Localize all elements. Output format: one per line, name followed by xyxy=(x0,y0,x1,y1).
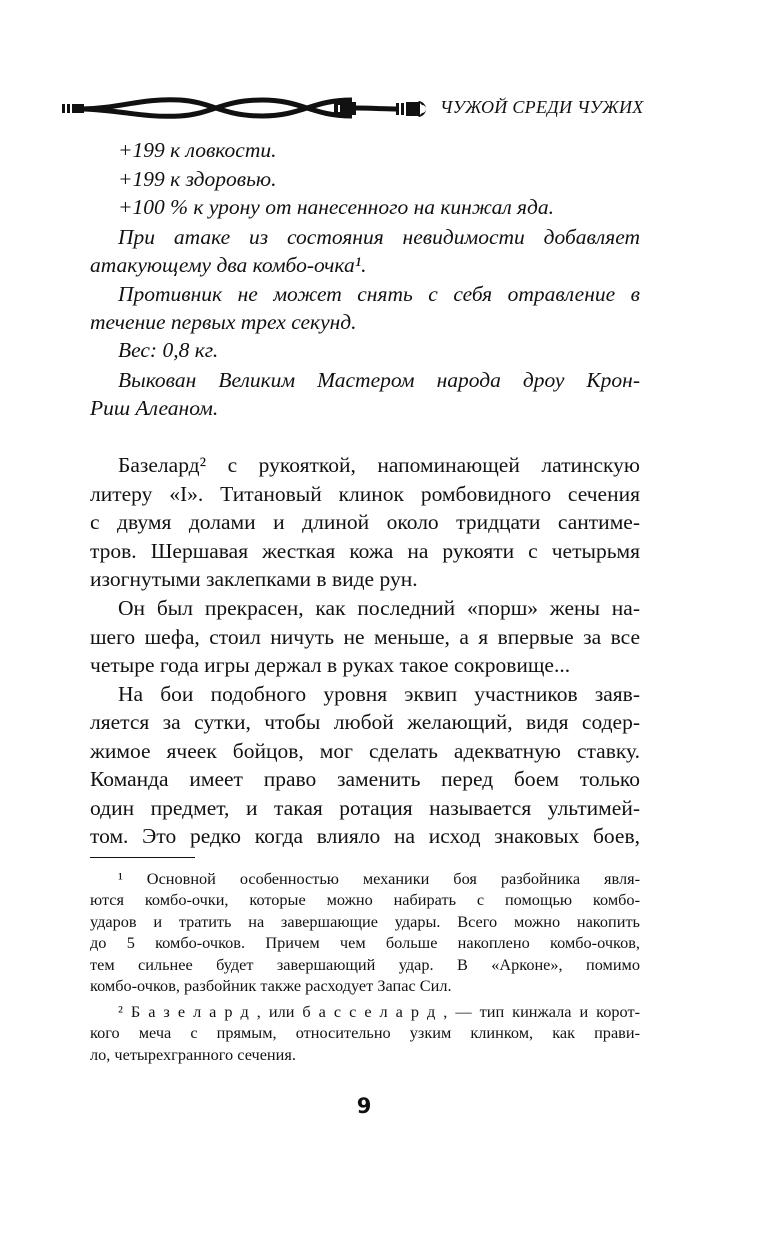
footnote-line: ² Б а з е л а р д , или б а с с е л а р д , — тип кинжала и корот- xyxy=(118,1002,640,1021)
text-line: Риш Алеаном. xyxy=(90,396,219,420)
text-line: Он был прекрасен, как последний «порш» жены на- xyxy=(118,596,640,620)
text-line: На бои подобного уровня эквип участников заяв- xyxy=(118,682,640,706)
text-line: Команда имеет право заменить перед боем только xyxy=(90,767,640,791)
footnote-divider xyxy=(90,857,195,858)
text-line: изогнутыми заклепками в виде рун. xyxy=(90,567,418,591)
footnote-line: комбо-очков, разбойник также расходует Запас Сил. xyxy=(90,976,452,995)
text-line: ляется за сутки, чтобы любой желающий, видя содер- xyxy=(90,710,640,734)
page-number: 9 xyxy=(356,1094,372,1118)
footnote-line: до 5 комбо-очков. Причем чем больше накоплено комбо-очков, xyxy=(90,933,640,952)
footnote-line: ударов и тратить на завершающие удары. Всего можно накопить xyxy=(90,912,640,931)
footnote-line: кого меча с прямым, относительно узким клинком, как прави- xyxy=(90,1023,640,1042)
text-line: литеру «I». Титановый клинок ромбовидного сечения xyxy=(90,482,640,506)
footnote-line: ются комбо-очки, которые можно набирать с помощью комбо- xyxy=(90,890,640,909)
text-line: При атаке из состояния невидимости добавляет xyxy=(118,225,640,249)
text-line: Вес: 0,8 кг. xyxy=(118,338,219,362)
text-line: +199 к ловкости. xyxy=(118,138,277,162)
running-title: ЧУЖОЙ СРЕДИ ЧУЖИХ xyxy=(440,97,644,117)
text-line: том. Это редко когда влияло на исход знаковых боев, xyxy=(90,824,640,848)
footnote-line: тем сильнее будет завершающий удар. В «Арконе», помимо xyxy=(90,955,640,974)
text-line: с двумя долами и длиной около тридцати сантиме- xyxy=(90,510,640,534)
footnote-line: ло, четырехгранного сечения. xyxy=(90,1045,296,1064)
text-line: Противник не может снять с себя отравление в xyxy=(118,282,640,306)
text-line: Базелард² с рукояткой, напоминающей латинскую xyxy=(118,453,640,477)
footnote-line: ¹ Основной особенностью механики боя разбойника явля- xyxy=(118,869,640,888)
braided-rope-ornament-icon xyxy=(62,96,434,120)
text-line: течение первых трех секунд. xyxy=(90,310,357,334)
text-line: шего шефа, стоил ничуть не меньше, а я впервые за все xyxy=(90,625,640,649)
text-line: +199 к здоровью. xyxy=(118,167,277,191)
text-line: четыре года игры держал в руках такое сокровище... xyxy=(90,653,571,677)
text-line: один предмет, и такая ротация называется ультимей- xyxy=(90,796,640,820)
text-line: +100 % к урону от нанесенного на кинжал яда. xyxy=(118,195,555,219)
text-line: тров. Шершавая жесткая кожа на рукояти с четырьмя xyxy=(90,539,640,563)
text-line: атакующему два комбо-очка¹. xyxy=(90,253,367,277)
text-line: жимое ячеек бойцов, мог сделать адекватную ставку. xyxy=(90,739,640,763)
text-line: Выкован Великим Мастером народа дроу Крон- xyxy=(118,368,640,392)
